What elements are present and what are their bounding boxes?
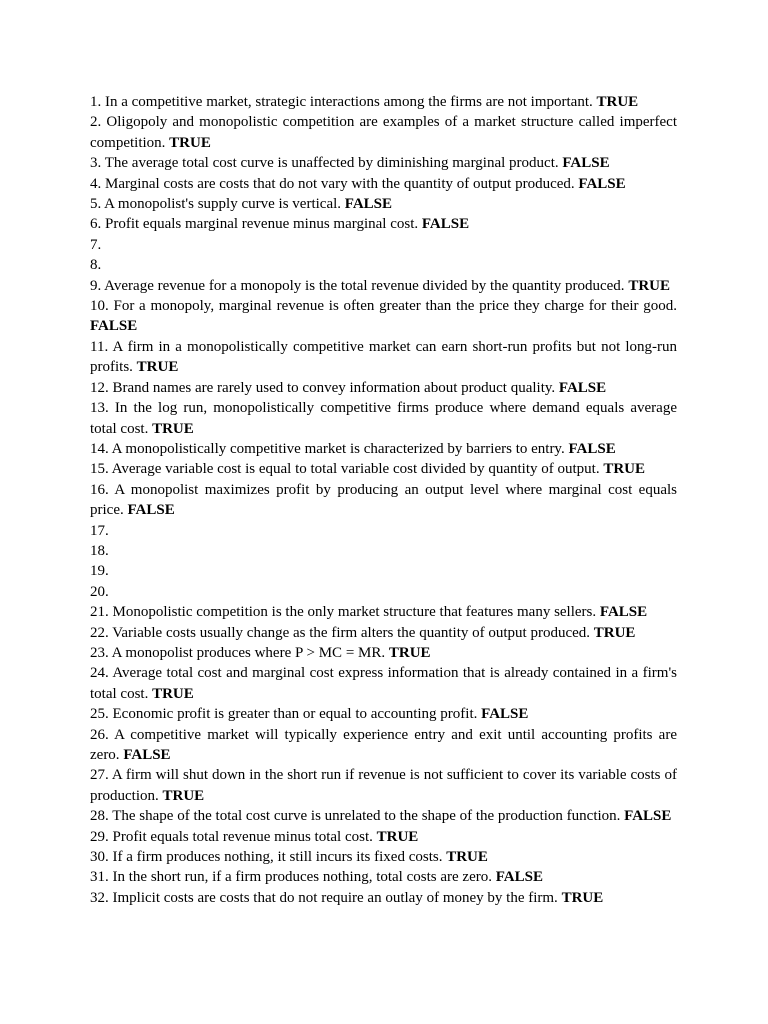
question-text: 13. In the log run, monopolistically competitive firms produce where demand equals average total cost.: [90, 400, 677, 437]
question-item: [90, 888, 677, 908]
question-item: [90, 806, 677, 826]
question-item: [90, 398, 677, 439]
question-text: 15. Average variable cost is equal to total variable cost divided by quantity of output.: [90, 461, 600, 478]
answer-label: FALSE: [495, 869, 543, 886]
question-text: 18.: [90, 542, 109, 559]
question-item: [90, 194, 677, 214]
answer-label: TRUE: [169, 134, 211, 151]
question-text: 3. The average total cost curve is unaffected by diminishing marginal product.: [90, 155, 559, 172]
question-text: 7.: [90, 236, 102, 253]
question-text: 12. Brand names are rarely used to convey information about product quality.: [90, 379, 556, 396]
question-text: 5. A monopolist's supply curve is vertical.: [90, 196, 342, 213]
question-text: 32. Implicit costs are costs that do not require an outlay of money by the firm.: [90, 889, 558, 906]
answer-label: FALSE: [344, 196, 392, 213]
answer-label: FALSE: [127, 502, 175, 519]
question-text: 22. Variable costs usually change as the firm alters the quantity of output produced.: [90, 624, 591, 641]
answer-label: TRUE: [446, 849, 488, 866]
answer-label: FALSE: [568, 440, 616, 457]
question-text: 24. Average total cost and marginal cost express information that is already contained in a firm's total cost.: [90, 665, 677, 702]
question-item: [90, 255, 677, 275]
question-text: 17.: [90, 522, 109, 539]
answer-label: TRUE: [136, 359, 179, 376]
question-item: [90, 112, 677, 153]
question-item: [90, 847, 677, 867]
answer-label: FALSE: [624, 808, 672, 825]
question-item: [90, 378, 677, 398]
question-text: 20.: [90, 583, 109, 600]
question-item: [90, 561, 677, 581]
question-item: [90, 439, 677, 459]
answer-label: TRUE: [596, 94, 639, 110]
answer-label: TRUE: [628, 277, 670, 294]
answer-label: FALSE: [421, 216, 470, 233]
question-item: [90, 459, 677, 479]
question-text: 2. Oligopoly and monopolistic competition are examples of a market structure called imperfect competition.: [90, 114, 677, 151]
question-text: 26. A competitive market will typically experience entry and exit until accounting profits are zero.: [90, 726, 677, 763]
question-text: 4. Marginal costs are costs that do not vary with the quantity of output produced.: [90, 175, 575, 192]
answer-label: TRUE: [152, 685, 194, 702]
question-item: [90, 765, 677, 806]
answer-label: FALSE: [558, 379, 607, 396]
question-text: 27. A firm will shut down in the short run if revenue is not sufficient to cover its variable costs of production.: [90, 767, 677, 804]
question-item: [90, 276, 677, 296]
document-page: [90, 92, 677, 908]
answer-label: TRUE: [152, 420, 194, 437]
question-text: 9. Average revenue for a monopoly is the total revenue divided by the quantity produced.: [90, 277, 629, 294]
question-item: [90, 296, 677, 337]
question-item: [90, 153, 677, 173]
question-text: 31. In the short run, if a firm produces nothing, total costs are zero.: [90, 869, 492, 886]
question-text: 30. If a firm produces nothing, it still incurs its fixed costs.: [90, 849, 443, 866]
question-item: [90, 602, 677, 622]
answer-label: FALSE: [481, 706, 529, 723]
answer-label: TRUE: [603, 461, 646, 478]
question-item: [90, 235, 677, 255]
answer-label: TRUE: [162, 787, 205, 804]
question-item: [90, 480, 677, 521]
question-text: 11. A firm in a monopolistically competitive market can earn short-run profits but not long-run profits.: [90, 338, 677, 376]
question-text: 29. Profit equals total revenue minus total cost.: [90, 828, 373, 845]
question-item: [90, 174, 677, 194]
question-item: [90, 827, 677, 847]
question-text: 19.: [90, 563, 109, 580]
question-text: 10. For a monopoly, marginal revenue is often greater than the price they charge for their good.: [90, 298, 677, 315]
question-item: [90, 623, 677, 643]
question-item: [90, 663, 677, 704]
question-item: [90, 643, 677, 663]
question-text: 21. Monopolistic competition is the only market structure that features many sellers.: [90, 604, 597, 621]
question-text: 25. Economic profit is greater than or equal to accounting profit.: [90, 706, 478, 723]
question-text: 1. In a competitive market, strategic interactions among the firms are not important.: [90, 94, 593, 110]
answer-label: TRUE: [376, 828, 419, 845]
question-text: 23. A monopolist produces where P > MC = MR.: [90, 644, 386, 661]
question-list: [90, 92, 677, 908]
question-text: 28. The shape of the total cost curve is unrelated to the shape of the production function.: [90, 808, 621, 825]
question-item: [90, 725, 677, 766]
answer-label: FALSE: [599, 604, 648, 621]
answer-label: FALSE: [123, 747, 171, 763]
answer-label: TRUE: [593, 624, 636, 641]
question-item: [90, 337, 677, 378]
question-item: [90, 214, 677, 234]
question-item: [90, 541, 677, 561]
answer-label: FALSE: [90, 318, 138, 335]
question-item: [90, 867, 677, 887]
question-item: [90, 92, 677, 112]
question-text: 14. A monopolistically competitive market is characterized by barriers to entry.: [90, 440, 565, 457]
question-item: [90, 521, 677, 541]
question-text: 8.: [90, 257, 102, 274]
answer-label: FALSE: [562, 155, 610, 172]
answer-label: TRUE: [561, 889, 604, 906]
answer-label: TRUE: [388, 644, 431, 661]
answer-label: FALSE: [578, 175, 626, 192]
question-text: 6. Profit equals marginal revenue minus marginal cost.: [90, 216, 419, 233]
question-item: [90, 704, 677, 724]
question-item: [90, 582, 677, 602]
question-text: 16. A monopolist maximizes profit by producing an output level where marginal cost equals price.: [90, 481, 677, 519]
